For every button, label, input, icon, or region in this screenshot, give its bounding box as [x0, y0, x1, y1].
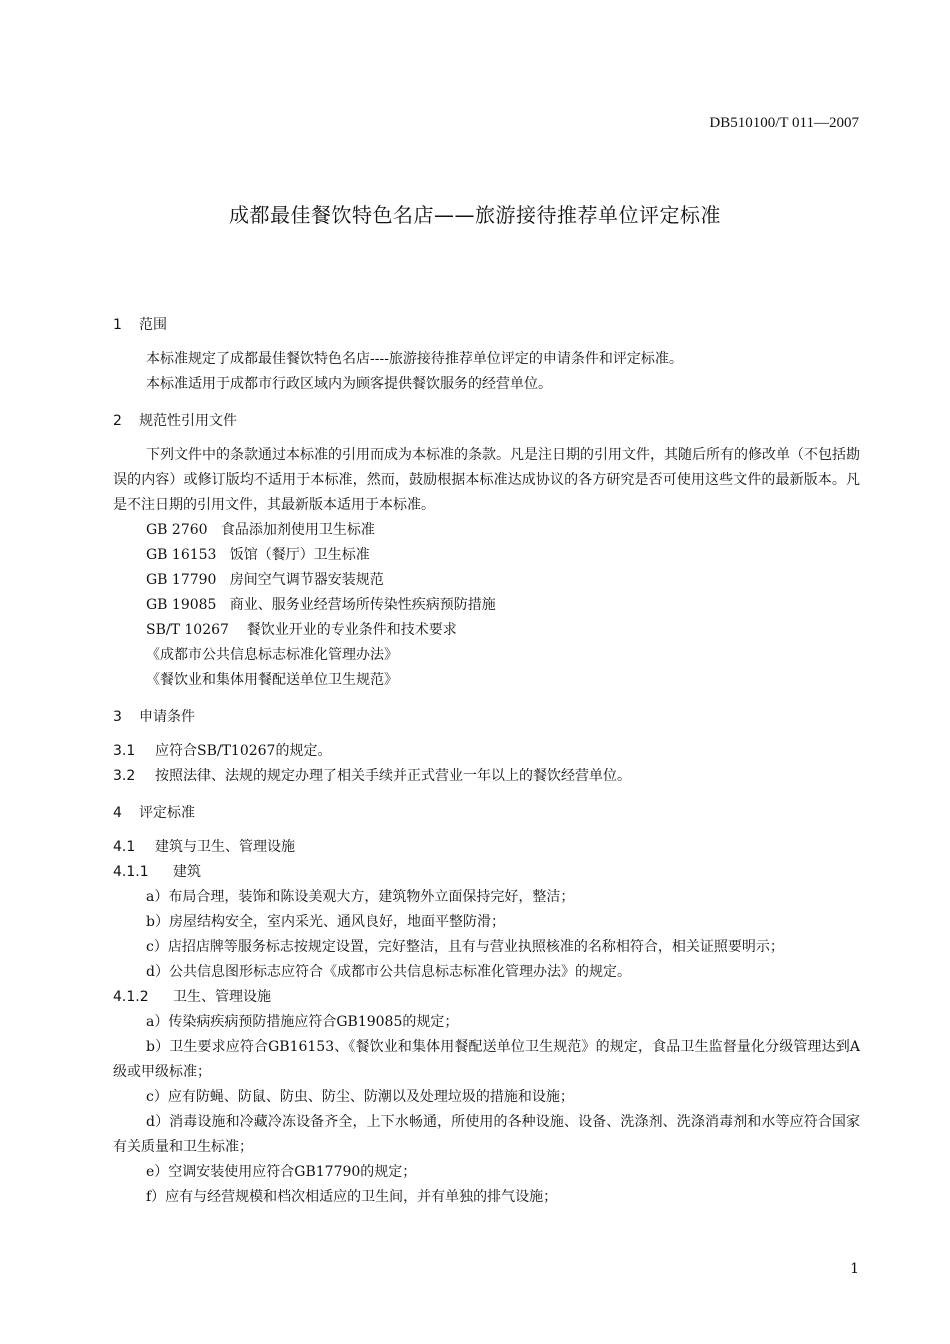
section-3-heading: 3 申请条件: [113, 709, 195, 725]
clause-4-1-1-item-b: b）房屋结构安全，室内采光、通风良好，地面平整防滑；: [146, 914, 505, 930]
clause-4-1-1-item-a: a）布局合理，装饰和陈设美观大方，建筑物外立面保持完好，整洁；: [146, 889, 575, 905]
reference-item: 《餐饮业和集体用餐配送单位卫生规范》: [146, 672, 398, 688]
clause-4-1-2: 4.1.2 卫生、管理设施: [113, 989, 271, 1005]
reference-item: GB 17790 房间空气调节器安装规范: [146, 572, 384, 588]
page-number: 1: [850, 1261, 859, 1277]
clause-4-1: 4.1 建筑与卫生、管理设施: [113, 839, 295, 855]
clause-4-1-2-item-f: f）应有与经营规模和档次相适应的卫生间，并有单独的排气设施；: [146, 1189, 558, 1205]
reference-item: GB 19085 商业、服务业经营场所传染性疾病预防措施: [146, 597, 496, 613]
clause-4-1-1: 4.1.1 建筑: [113, 864, 201, 880]
standard-code: DB510100/T 011—2007: [709, 115, 859, 131]
reference-item: GB 2760 食品添加剂使用卫生标准: [146, 522, 375, 538]
reference-item: 《成都市公共信息标志标准化管理办法》: [146, 647, 398, 663]
clause-4-1-2-item-b: b）卫生要求应符合GB16153、《餐饮业和集体用餐配送单位卫生规范》的规定，食品卫生监督量化分级管理达到A级或甲级标准；: [113, 1039, 860, 1080]
clause-4-1-2-item-e: e）空调安装使用应符合GB17790的规定；: [146, 1164, 417, 1180]
section-2-heading: 2 规范性引用文件: [113, 413, 237, 429]
reference-item: GB 16153 饭馆（餐厅）卫生标准: [146, 547, 370, 563]
clause-4-1-2-item-a: a）传染病疾病预防措施应符合GB19085的规定；: [146, 1014, 459, 1030]
clause-4-1-1-item-d: d）公共信息图形标志应符合《成都市公共信息标志标准化管理办法》的规定。: [146, 964, 631, 980]
reference-item: SB/T 10267 餐饮业开业的专业条件和技术要求: [146, 622, 457, 638]
section-2-intro: 下列文件中的条款通过本标准的引用而成为本标准的条款。凡是注日期的引用文件，其随后所有的修改单（不包括勘误的内容）或修订版均不适用于本标准，然而，鼓励根据本标准达成协议的各方研究是否可使用这些文件的最新版本。凡是不注日期的引用文件，其最新版本适用于本标准。: [113, 447, 860, 513]
document-title: 成都最佳餐饮特色名店——旅游接待推荐单位评定标准: [229, 203, 721, 227]
clause-4-1-2-item-d: d）消毒设施和冷藏冷冻设备齐全，上下水畅通，所使用的各种设施、设备、洗涤剂、洗涤消毒剂和水等应符合国家有关质量和卫生标准；: [113, 1114, 860, 1155]
section-1-para-1: 本标准规定了成都最佳餐饮特色名店----旅游接待推荐单位评定的申请条件和评定标准。: [146, 351, 683, 367]
clause-3-1: 3.1 应符合SB/T10267的规定。: [113, 743, 332, 759]
clause-3-2: 3.2 按照法律、法规的规定办理了相关手续并正式营业一年以上的餐饮经营单位。: [113, 768, 631, 784]
document-body: [113, 313, 860, 1210]
section-1-heading: 1 范围: [113, 317, 167, 333]
section-4-heading: 4 评定标准: [113, 805, 195, 821]
clause-4-1-2-item-c: c）应有防蝇、防鼠、防虫、防尘、防潮以及处理垃圾的措施和设施；: [146, 1089, 574, 1105]
clause-4-1-1-item-c: c）店招店牌等服务标志按规定设置，完好整洁，且有与营业执照核准的名称相符合，相关证照要明示；: [146, 939, 784, 955]
section-1-para-2: 本标准适用于成都市行政区域内为顾客提供餐饮服务的经营单位。: [146, 376, 552, 392]
